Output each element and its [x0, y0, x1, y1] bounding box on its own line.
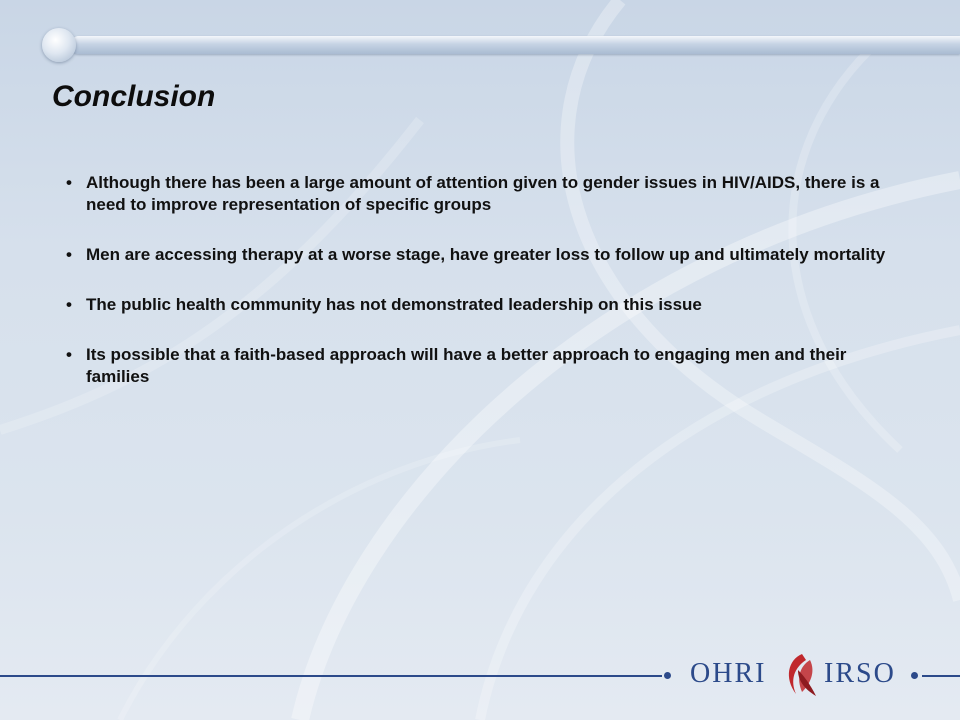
bullet-text: The public health community has not demonstrated leadership on this issue [86, 295, 702, 314]
bullet-text: Although there has been a large amount of attention given to gender issues in HIV/AIDS, there is a need to improve representation of specific groups [86, 173, 880, 214]
logo-text-irso: IRSO [824, 658, 896, 689]
bullet-dot: • [66, 295, 72, 314]
bullet-item [66, 244, 906, 266]
footer-rule-dot-left [664, 672, 671, 679]
bullet-item [66, 294, 906, 316]
footer-rule-right [922, 675, 960, 677]
bullet-item [66, 344, 906, 388]
bullet-item [66, 172, 906, 216]
bullet-dot: • [66, 173, 72, 192]
header-decor-bar [70, 36, 960, 54]
bullet-list [66, 172, 906, 416]
slide-title: Conclusion [52, 80, 216, 113]
bullet-dot: • [66, 245, 72, 264]
header-decor-knob [42, 28, 76, 62]
bullet-text: Its possible that a faith-based approach will have a better approach to engaging men and their families [86, 345, 847, 386]
footer-rule-dot-right [911, 672, 918, 679]
bullet-text: Men are accessing therapy at a worse stage, have greater loss to follow up and ultimately mortality [86, 245, 886, 264]
logo-swirl-icon [780, 650, 820, 700]
footer-rule-left [0, 675, 662, 677]
ohri-irso-logo [690, 648, 900, 704]
logo-text-ohri: OHRI [690, 658, 767, 689]
bullet-dot: • [66, 345, 72, 364]
